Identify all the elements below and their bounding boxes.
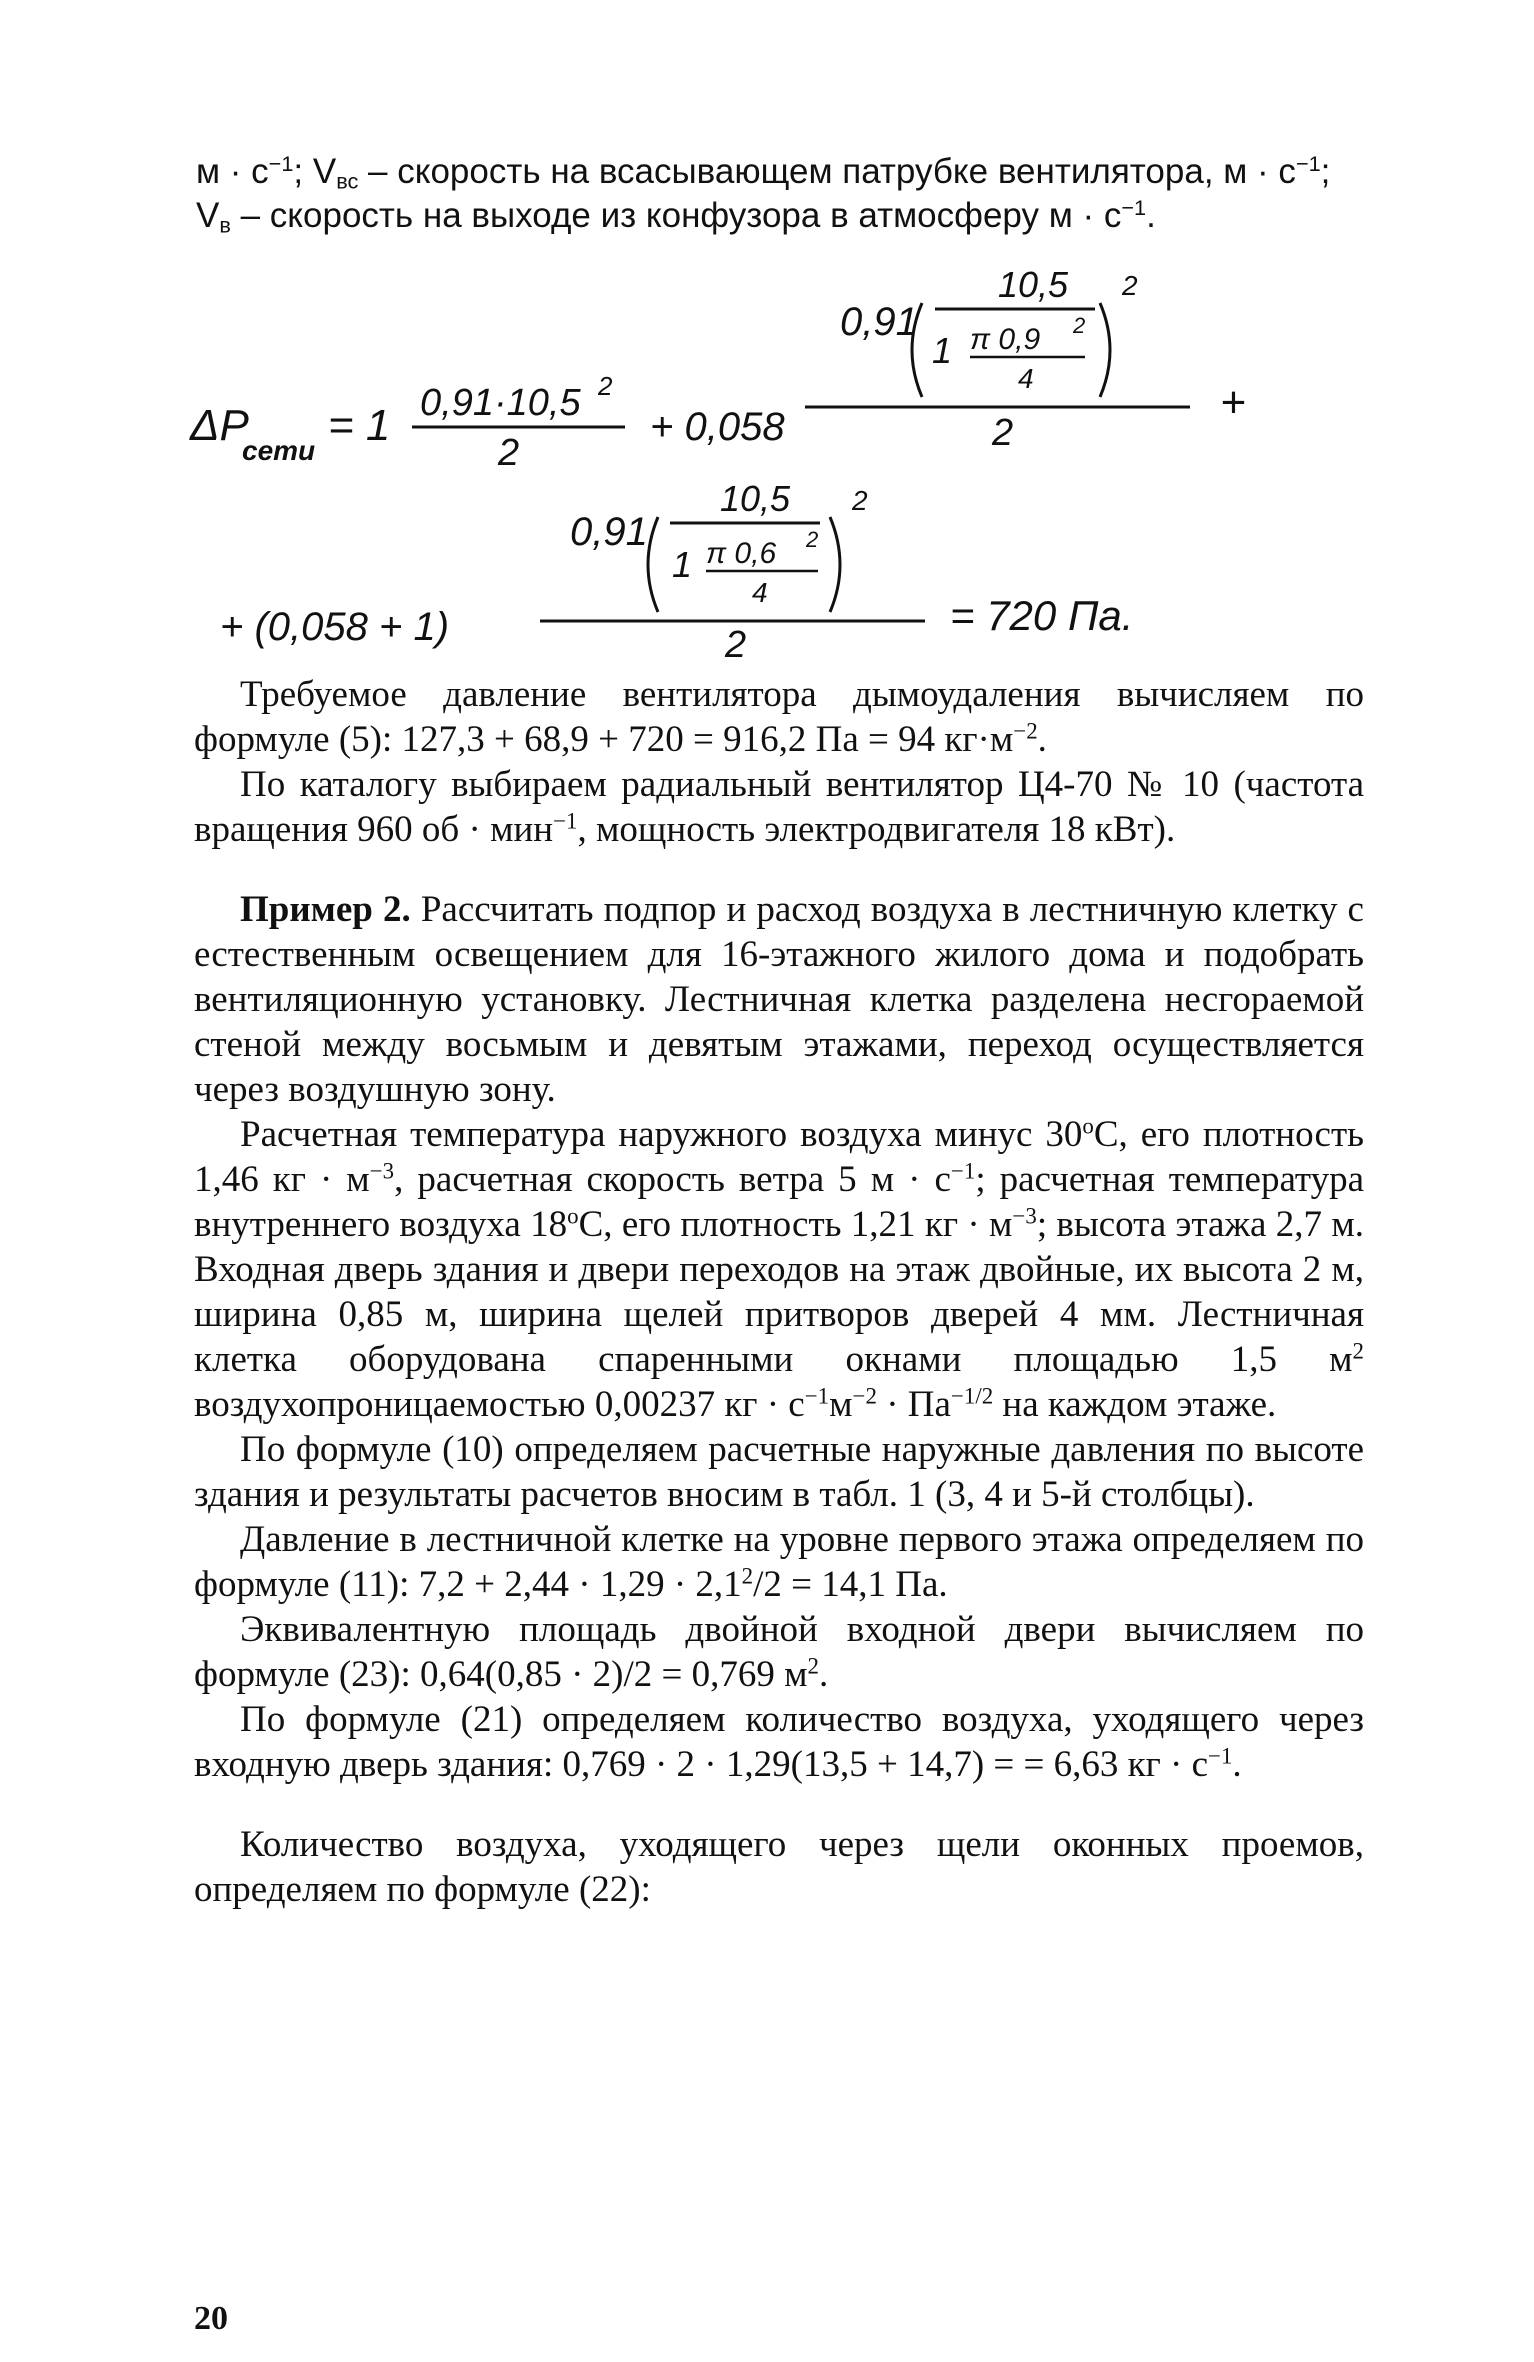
term3-outer-exponent: 2 [852, 485, 868, 516]
term3-inner-one: 1 [672, 544, 693, 585]
term2-right-paren [1100, 303, 1110, 397]
paragraph-formula-10: По формуле (10) определяем расчетные наружные давления по высоте здания и результаты расчетов вносим в табл. 1 (3, 4 и 5-й столбцы). [194, 1429, 1364, 1515]
term2-inner-numerator: π 0,9 [970, 323, 1041, 356]
paragraph-fan-selection: По каталогу выбираем радиальный вентилятор Ц4-70 № 10 (частота вращения 960 об · мин$^{-1}$, мощность электродвигателя 18 кВт). [194, 764, 1364, 850]
formula-plus1: + 0,058 [650, 405, 785, 449]
term1-denominator: 2 [498, 432, 520, 474]
paragraph-door-area: Эквивалентную площадь двойной входной двери вычисляем по формуле (23): 0,64(0,85 · 2)/2 = 0,769 $м^2$. [194, 1609, 1364, 1695]
paragraph-window-airflow: Количество воздуха, уходящего через щели оконных проемов, определяем по формуле (22): [194, 1824, 1364, 1910]
body-text [194, 672, 1364, 1912]
term3-inner-denominator: 4 [752, 577, 768, 608]
paragraph-example-2: Пример 2. Рассчитать подпор и расход воздуха в лестничную клетку с естественным освещением для 16-этажного жилого дома и подобрать вентиляционную установку. Лестничная клетка разделена несгораемой стеной между восьмым и девятым этажами, переход осуществляется через воздушную зону. [194, 889, 1364, 1110]
formula-lhs: ΔP [190, 401, 249, 450]
term3-inner-numerator: π 0,6 [706, 537, 777, 570]
term3-right-paren [830, 517, 840, 612]
term2-inner-denominator: 4 [1018, 363, 1034, 394]
term2-outer-exponent: 2 [1122, 270, 1138, 301]
definition-line-2: $V_в$ – скорость на выходе из конфузора в атмосферу $м \cdot с^{-1}$. [196, 195, 1156, 238]
term2-inner-exponent: 2 [1073, 313, 1086, 338]
formula-plus2: + [1220, 378, 1246, 427]
page-number: 20 [194, 2300, 228, 2337]
formula-svg [180, 255, 1340, 666]
term3-left-paren [648, 517, 658, 612]
definition-line-1: $м \cdot с^{-1}$; $V_{вс}$ – скорость на всасывающем патрубке вентилятора, $м \cdot с^{-1}$; [196, 151, 1331, 194]
term1-numerator: 0,91·10,5 [420, 382, 581, 424]
paragraph-stair-pressure: Давление в лестничной клетке на уровне первого этажа определяем по формуле (11): $7,2 + 2,44 \cdot 1,29 \cdot 2,1^2/2 = 14,1$ Па. [194, 1519, 1364, 1605]
formula-prefix2: + (0,058 + 1) [220, 605, 450, 649]
term3-denominator: 2 [725, 624, 747, 666]
example-heading: Пример 2. [240, 889, 411, 930]
formula-result: = 720 Па. [950, 592, 1134, 639]
formula-eq1: = 1 [328, 401, 391, 450]
formula-lhs-subscript: сети [242, 435, 316, 466]
paragraph-required-pressure: Требуемое давление вентилятора дымоудаления вычисляем по формуле (5): 127,3 + 68,9 + 720 = 916,2 Па = 94 $кг\cdot м^{-2}$. [194, 674, 1364, 760]
term2-inner-one: 1 [932, 330, 953, 371]
term3-coefficient: 0,91 [570, 510, 648, 554]
term1-numerator-exponent: 2 [598, 371, 613, 401]
term2-denominator: 2 [992, 412, 1014, 454]
pressure-formula [180, 255, 1340, 666]
term3-inner-exponent: 2 [806, 527, 819, 552]
term2-coefficient: 0,91 [840, 300, 918, 344]
term3-numerator: 10,5 [720, 478, 791, 519]
paragraph-design-conditions: Расчетная температура наружного воздуха минус $30^оС$, его плотность 1,46 кг · $м^{-3}$, расчетная скорость ветра 5 $м \cdot с^{-1}$; расчетная температура внутреннего воздуха $18^оС$, его плотность 1,21 кг · $м^{-3}$; высота этажа 2,7 м. Входная дверь здания и двери переходов на этаж двойные, их высота 2 м, ширина 0,85 м, ширина щелей притворов дверей 4 мм. Лестничная клетка оборудована спаренными окнами площадью 1,5 $м^2$ воздухопроницаемостью 0,00237 кг · $с^{-1}м^{-2} \cdot Па^{-1/2}$ на каждом этаже. [194, 1113, 1365, 1425]
variable-definitions [196, 150, 1366, 238]
paragraph-door-airflow: По формуле (21) определяем количество воздуха, уходящего через входную дверь здания: 0,769 · 2 · 1,29(13,5 + 14,7) = = 6,63 кг · $с^{-1}$. [194, 1699, 1364, 1785]
term2-numerator: 10,5 [998, 264, 1069, 305]
